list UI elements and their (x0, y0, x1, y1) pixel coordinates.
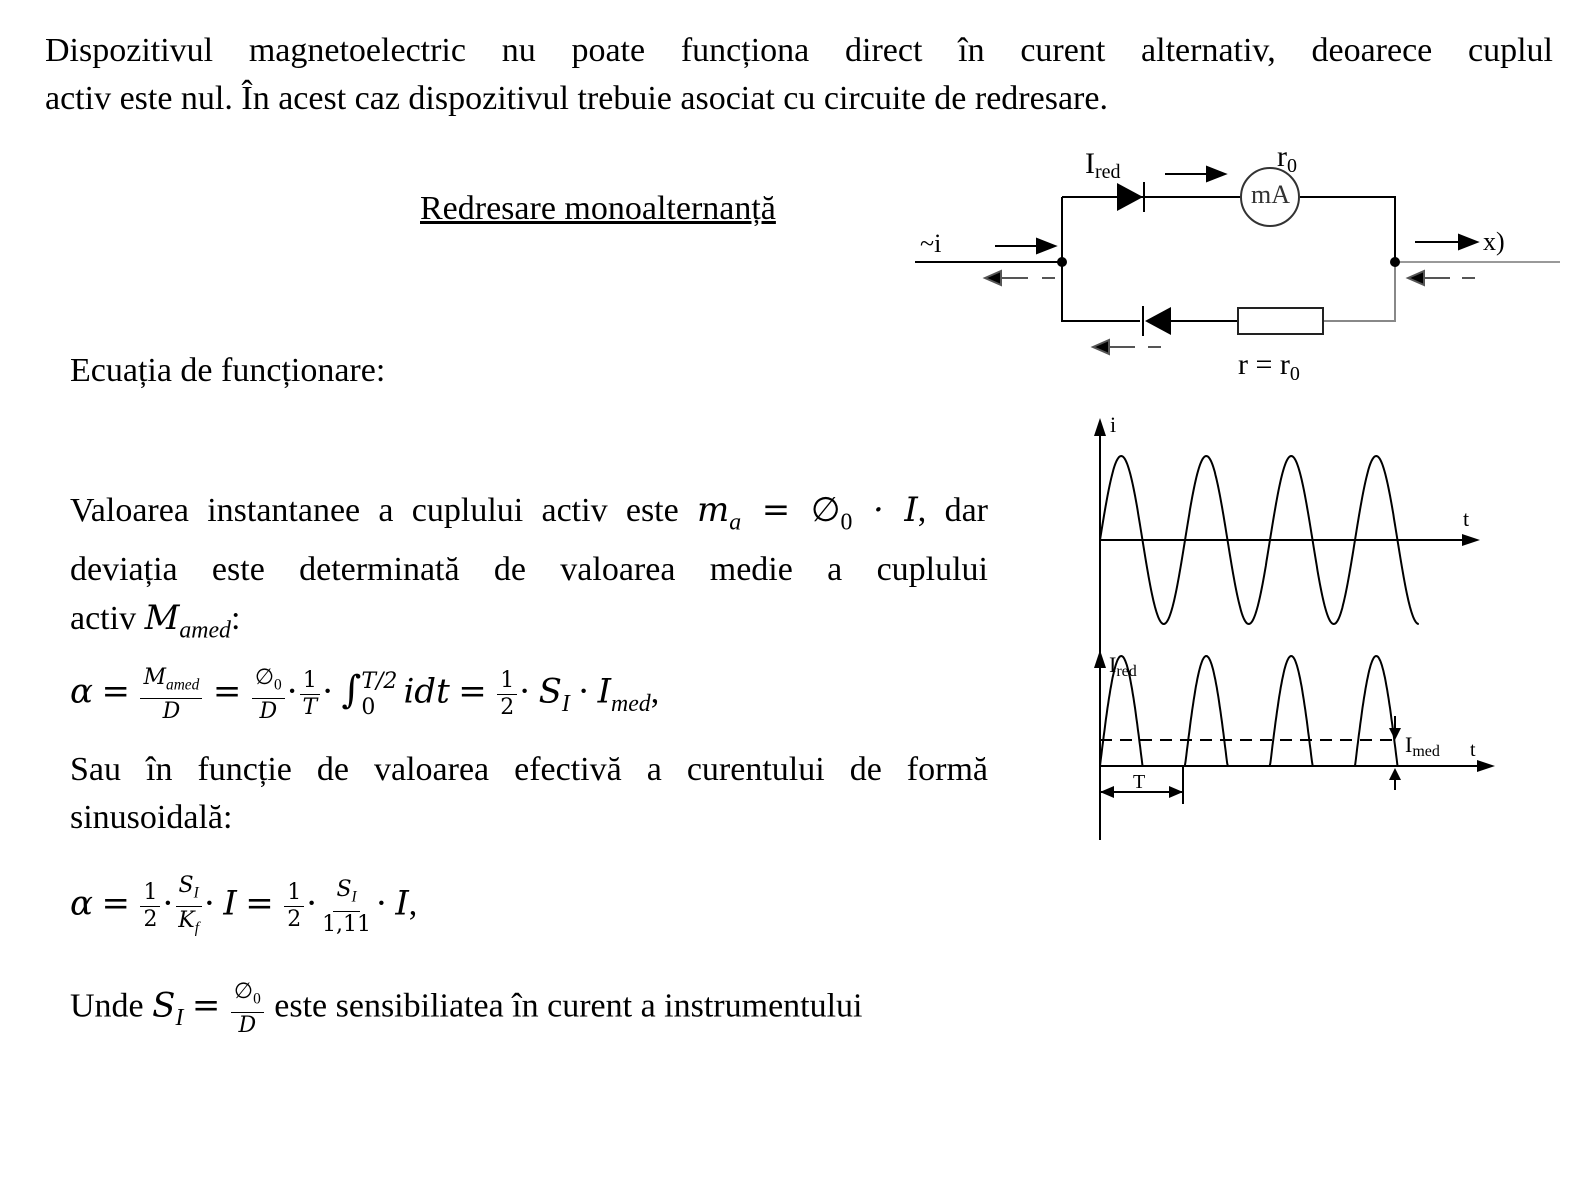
bottom-axis-x-label: t (1470, 739, 1476, 761)
valoarea-line-1: Valoarea instantanee a cuplului activ este $m_a$ = $\emptyset_0 \cdot I$, dar (70, 490, 988, 536)
fraction-phi0-over-d: $\frac{\emptyset_0}{D}$ (231, 978, 264, 1039)
integral-sign: ∫ (341, 667, 362, 712)
fraction-1-over-t: $\frac{1}{T}$ (300, 668, 321, 721)
top-axis-x-label: t (1463, 506, 1470, 531)
imed-arrow-up (1389, 768, 1401, 780)
r0-label: $r_0$ (1277, 140, 1297, 177)
reverse-arrows (985, 271, 1475, 354)
period-label: T (1133, 771, 1146, 793)
diode-bottom (1143, 306, 1171, 336)
resistor-box (1238, 308, 1323, 334)
sau-line-2: sinusoidală: (70, 799, 233, 836)
alpha-equation-2: α = $\frac{1}{2}$ · $\frac{S_I}{K_f}$ · I = $\frac{1}{2}$ · $\frac{S_I}{1,11}$ · I, (70, 872, 417, 942)
imed-arrow-down (1389, 728, 1401, 740)
output-label: x) (1483, 227, 1505, 256)
valoarea-line-3: activ $M_{amed}$: (70, 598, 241, 644)
waveform-graphs (1085, 410, 1505, 850)
valoarea-line-2: deviația este determinată de valoarea medie a cuplului (70, 551, 988, 589)
fraction-1-over-2-b: $\frac{1}{2}$ (284, 880, 304, 933)
fraction-mamed-over-d: $\frac{M_{amed}}{D}$ (140, 664, 202, 725)
fraction-phi0-over-d: $\frac{\emptyset_0}{D}$ (252, 664, 285, 725)
bottom-wire-left (1062, 262, 1140, 321)
fraction-si-over-kf: $\frac{S_I}{K_f}$ (175, 872, 202, 942)
sau-line-1: Sau în funcție de valoarea efectivă a curentului de formă (70, 751, 988, 788)
resistor-label: $r = r_0$ (1238, 348, 1300, 385)
top-axis-y-label: i (1110, 412, 1117, 437)
right-node (1390, 257, 1400, 267)
sine-graph (1094, 412, 1480, 840)
unde-line: Unde $S_I$ = $\frac{\emptyset_0}{D}$ este sensibiliatea în curent a instrumentului (70, 979, 863, 1039)
meter-label: mA (1251, 180, 1290, 209)
left-node (1057, 257, 1067, 267)
imed-label: Imed (1405, 732, 1440, 760)
input-label: ~i (920, 229, 942, 258)
sau-paragraph (70, 746, 988, 842)
current-arrows (995, 167, 1477, 253)
alpha-equation-1: α = $\frac{M_{amed}}{D}$ = $\frac{\emptyset_0}{D}$ · $\frac{1}{T}$ · ∫ T/2 0 idt = $\frac{1}{2}$ · $S_I \cdot I_{med}$, (70, 665, 660, 725)
bottom-wire-right (1323, 262, 1395, 321)
valoarea-paragraph (70, 486, 988, 655)
top-wire-right (1300, 197, 1395, 262)
rectified-wave (1100, 656, 1398, 766)
intro-line-2: activ este nul. În acest caz dispozitivul trebuie asociat cu circuite de redresare. (45, 80, 1108, 117)
intro-line-1: Dispozitivul magnetoelectric nu poate funcționa direct în curent alternativ, deoarece cuplul (45, 32, 1553, 69)
section-heading: Redresare monoalternanță (420, 190, 776, 227)
ecuatia-label: Ecuația de funcționare: (70, 352, 386, 389)
fraction-1-over-2: $\frac{1}{2}$ (497, 668, 517, 721)
intro-paragraph (45, 27, 1553, 123)
fraction-si-over-1-11: $\frac{S_I}{1,11}$ (322, 877, 372, 937)
rectified-graph (1094, 650, 1495, 804)
ired-label: Ired (1085, 147, 1121, 183)
bottom-axis-y-label: Ired (1109, 652, 1137, 680)
fraction-1-over-2: $\frac{1}{2}$ (140, 880, 160, 933)
diode-top (1117, 182, 1144, 212)
rectifier-circuit-diagram (905, 140, 1565, 390)
